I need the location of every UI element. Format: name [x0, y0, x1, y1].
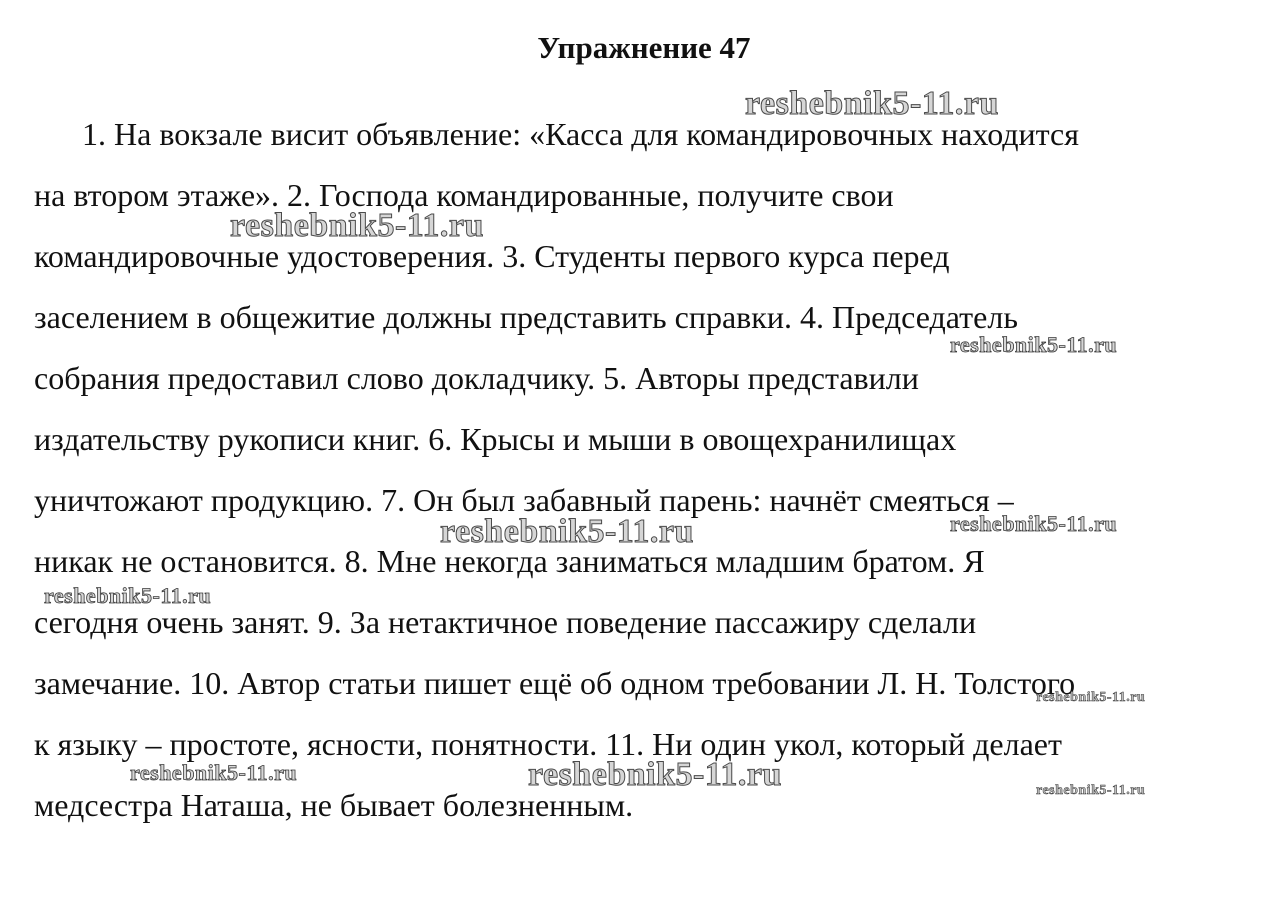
watermark: reshebnik5-11.ru	[130, 760, 298, 785]
text-line-10: замечание. 10. Автор статьи пишет ещё об одном требовании Л. Н. Толстого	[34, 665, 1076, 701]
text-line-12: медсестра Наташа, не бывает болезненным.	[34, 787, 634, 823]
text-line-9: сегодня очень занят. 9. За нетактичное поведение пассажиру сделали	[34, 604, 977, 640]
watermark: reshebnik5-11.ru	[950, 332, 1118, 357]
watermark: reshebnik5-11.ru	[950, 511, 1118, 536]
watermark: reshebnik5-11.ru	[528, 756, 782, 793]
text-line-1: 1. На вокзале висит объявление: «Касса для командировочных находится	[82, 116, 1079, 152]
watermark: reshebnik5-11.ru	[1036, 783, 1146, 798]
text-line-11: к языку – простоте, ясности, понятности. 11. Ни один укол, который делает	[34, 726, 1062, 762]
text-line-4: заселением в общежитие должны представить справки. 4. Председатель	[34, 299, 1018, 335]
watermark: reshebnik5-11.ru	[440, 513, 694, 550]
text-line-3: командировочные удостоверения. 3. Студенты первого курса перед	[34, 238, 950, 274]
watermark: reshebnik5-11.ru	[1036, 690, 1146, 705]
exercise-title: Упражнение 47	[537, 30, 751, 65]
text-line-7: уничтожают продукцию. 7. Он был забавный парень: начнёт смеяться –	[34, 482, 1014, 518]
watermark: reshebnik5-11.ru	[44, 583, 212, 608]
text-line-5: собрания предоставил слово докладчику. 5. Авторы представили	[34, 360, 919, 396]
watermark: reshebnik5-11.ru	[745, 85, 999, 122]
text-line-8: никак не остановится. 8. Мне некогда заниматься младшим братом. Я	[34, 543, 985, 579]
watermark: reshebnik5-11.ru	[230, 207, 484, 244]
text-line-2: на втором этаже». 2. Господа командированные, получите свои	[34, 177, 894, 213]
text-line-6: издательству рукописи книг. 6. Крысы и мыши в овощехранилищах	[34, 421, 957, 457]
